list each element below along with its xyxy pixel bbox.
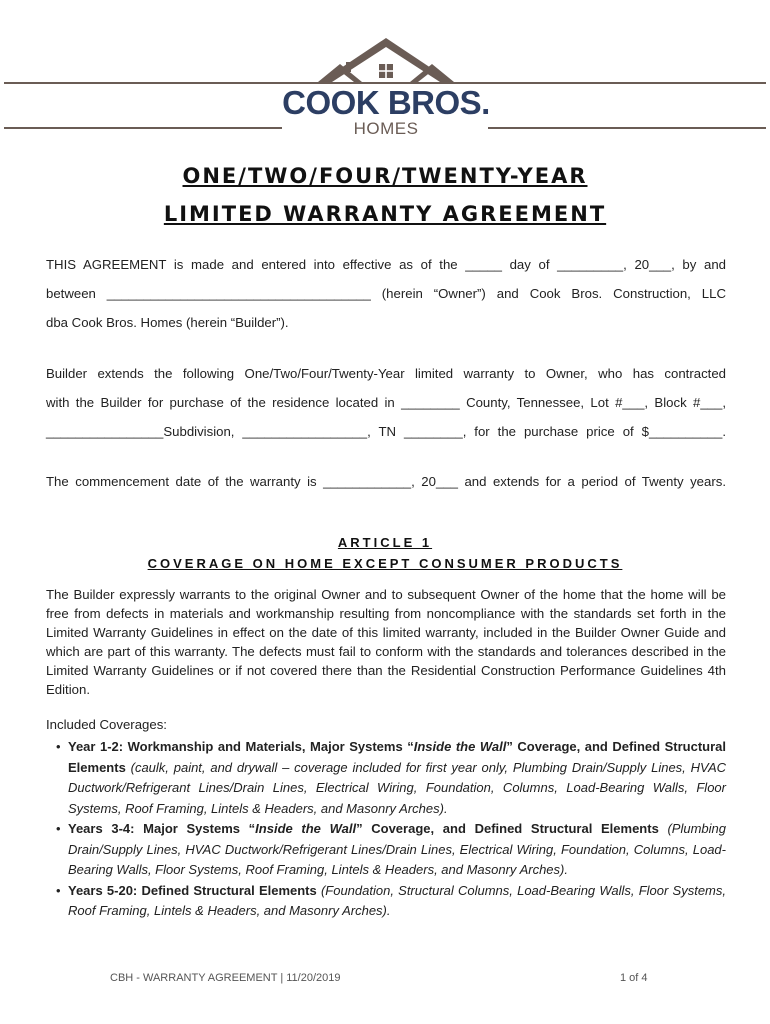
coverage-title-italic: Inside the Wall [413, 739, 507, 754]
brand-name: COOK BROS. [282, 84, 490, 121]
intro-line-2: between ____________________________________ (herein “Owner”) and Cook Bros. Construction, LLC [46, 286, 726, 301]
coverage-title-b: ” Coverage, and Defined Structural Elements [356, 821, 659, 836]
coverages-list [58, 737, 726, 922]
extends-line-2: with the Builder for purchase of the residence located in ________ County, Tennessee, Lot #___, Block #___, [46, 395, 726, 410]
coverage-title-b: ” Coverage, and Defined Structural Elements [68, 739, 726, 775]
footer-left: CBH - WARRANTY AGREEMENT | 11/20/2019 [110, 972, 341, 984]
coverage-item [58, 737, 726, 819]
coverage-title-a: Year 1-2: Workmanship and Materials, Major Systems “ [68, 739, 414, 754]
coverage-detail: (Plumbing Drain/Supply Lines, HVAC Ductwork/Refrigerant Lines/Drain Lines, Electrical Wiring, Foundation, Columns, Load-Bearing Walls, Floor Systems, Roof Framing, Lintels & Headers, and Masonry Arches). [68, 821, 726, 877]
brand-sub: HOMES [353, 119, 419, 138]
coverage-title-a: Years 3-4: Major Systems “ [68, 821, 256, 836]
coverage-item [58, 819, 726, 881]
company-logo [0, 30, 770, 140]
intro-line-3: dba Cook Bros. Homes (herein “Builder”). [46, 315, 289, 330]
article-subheading: COVERAGE ON HOME EXCEPT CONSUMER PRODUCTS [147, 556, 623, 571]
article-heading: ARTICLE 1 [337, 535, 433, 550]
page-number: 1 of 4 [620, 972, 648, 984]
coverage-title-italic: Inside the Wall [255, 821, 357, 836]
bullet-icon: • [56, 739, 61, 754]
bullet-icon: • [56, 821, 61, 836]
coverages-heading: Included Coverages: [46, 717, 167, 732]
coverage-title-a: Years 5-20: Defined Structural Elements [68, 882, 317, 898]
coverage-detail: (caulk, paint, and drywall – coverage included for first year only, Plumbing Drain/Supply Lines, HVAC Ductwork/Refrigerant Lines/Drain Lines, Electrical Wiring, Foundation, Columns, Load-Bearing Walls, Floor Systems, Roof Framing, Lintels & Headers, and Masonry Arches). [68, 759, 726, 816]
article-body: The Builder expressly warrants to the original Owner and to subsequent Owner of the home that the home will be free from defects in materials and workmanship resulting from noncompliance with the standards set forth in the Limited Warranty Guidelines in effect on the date of this limited warranty, included in the Builder Owner Guide and which are part of this warranty. The defects must fail to conform with the standards and tolerances described in the Limited Warranty Guidelines or if not covered there than the Residential Construction Performance Guidelines 4th Edition. [46, 587, 726, 697]
intro-line-1: THIS AGREEMENT is made and entered into effective as of the _____ day of _________, 20___, by and [46, 257, 726, 272]
extends-line-1: Builder extends the following One/Two/Four/Twenty-Year limited warranty to Owner, who has contracted [46, 366, 726, 381]
title-line-1: ONE/TWO/FOUR/TWENTY-YEAR [182, 164, 588, 188]
coverage-detail: (Foundation, Structural Columns, Load-Bearing Walls, Floor Systems, Roof Framing, Lintels & Headers, and Masonry Arches). [68, 882, 726, 918]
bullet-icon: • [56, 882, 61, 898]
commencement-line: The commencement date of the warranty is ____________, 20___ and extends for a period of Twenty years. [46, 474, 726, 489]
coverage-item [58, 881, 726, 922]
title-line-2: LIMITED WARRANTY AGREEMENT [163, 202, 607, 226]
extends-line-3: ________________Subdivision, _________________, TN ________, for the purchase price of $__________. [46, 424, 726, 439]
